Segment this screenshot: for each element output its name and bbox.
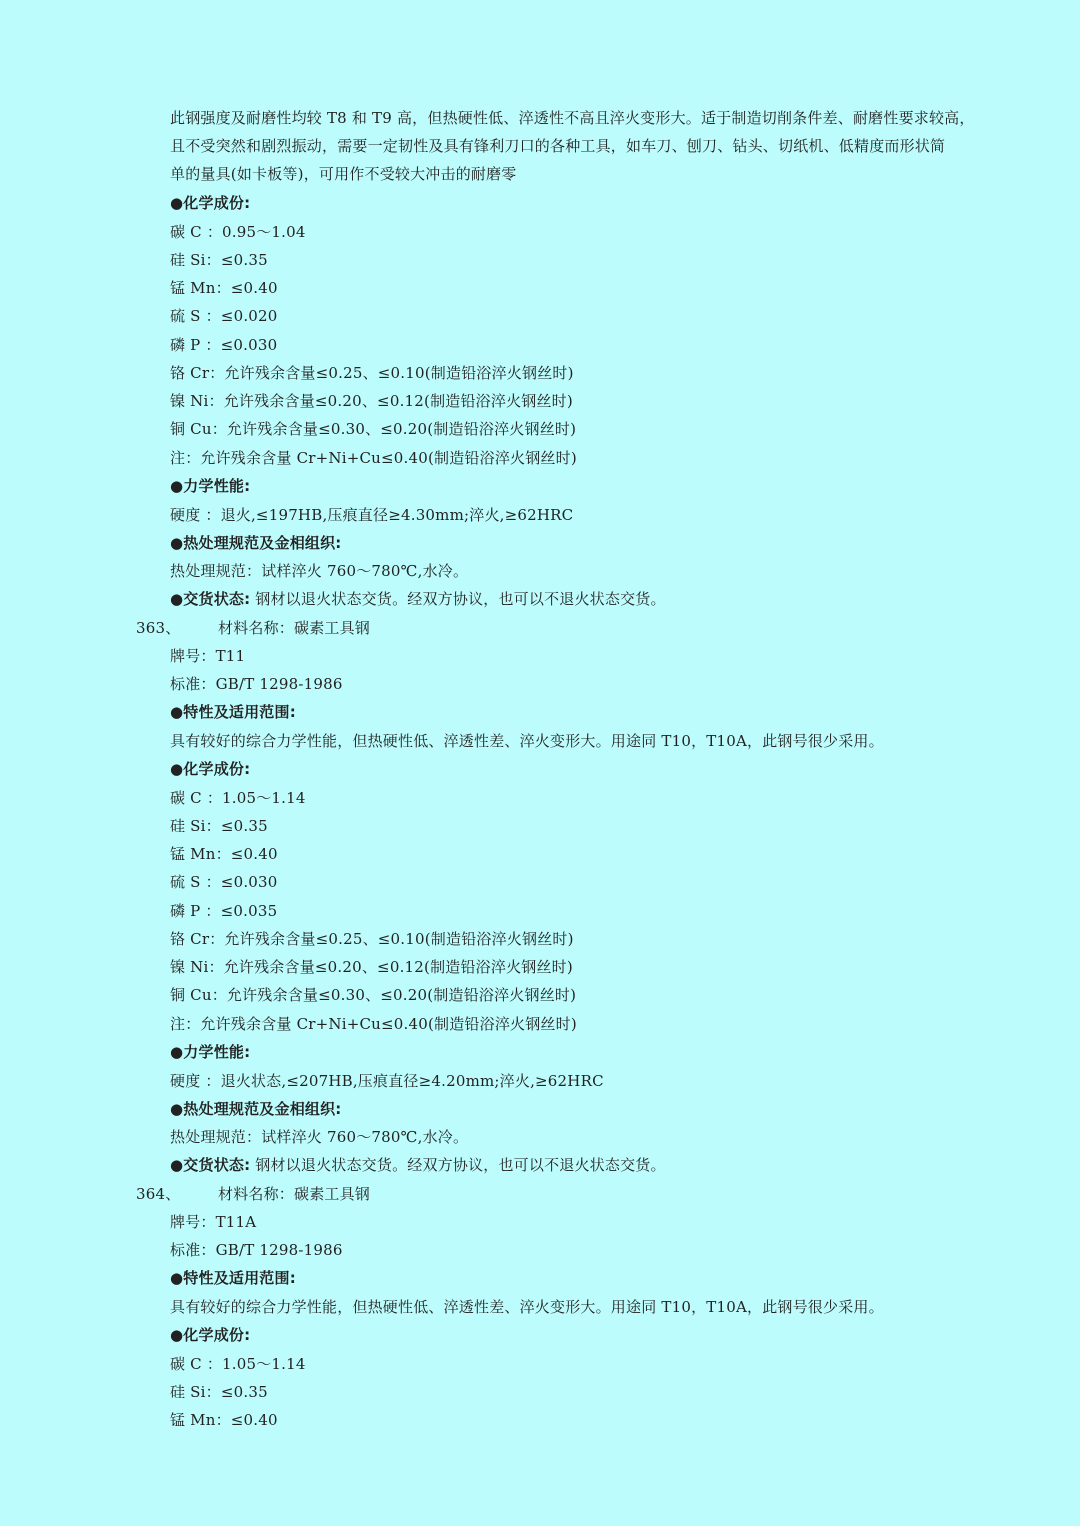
section-heading-delivery: ●交货状态: xyxy=(170,1156,251,1174)
section-heading-chemistry: ●化学成份: xyxy=(170,1326,251,1344)
scope-text: 具有较好的综合力学性能，但热硬性低、淬透性差、淬火变形大。用途同 T10，T10A，此钢号很少采用。 xyxy=(170,1298,884,1316)
chem-item: 硫 S ：≤0.020 xyxy=(170,307,278,325)
entry-number: 364、 xyxy=(136,1185,181,1203)
standard: 标准：GB/T 1298-1986 xyxy=(170,1241,343,1259)
section-heading-delivery: ●交货状态: xyxy=(170,590,251,608)
chem-item: 铬 Cr：允许残余含量≤0.25、≤0.10(制造铅浴淬火钢丝时) xyxy=(170,930,574,948)
intro-line: 此钢强度及耐磨性均较 T8 和 T9 高，但热硬性低、淬透性不高且淬火变形大。适于制造切削条件差、耐磨性要求较高， xyxy=(170,109,975,127)
chem-note: 注：允许残余含量 Cr+Ni+Cu≤0.40(制造铅浴淬火钢丝时) xyxy=(170,449,577,467)
heat-treatment-text: 热处理规范：试样淬火 760～780℃,水冷。 xyxy=(170,1128,469,1146)
chem-item: 锰 Mn：≤0.40 xyxy=(170,1411,278,1429)
chem-item: 硫 S ：≤0.030 xyxy=(170,873,278,891)
chem-item: 铬 Cr：允许残余含量≤0.25、≤0.10(制造铅浴淬火钢丝时) xyxy=(170,364,574,382)
chem-note: 注：允许残余含量 Cr+Ni+Cu≤0.40(制造铅浴淬火钢丝时) xyxy=(170,1015,577,1033)
intro-line: 单的量具(如卡板等)，可用作不受较大冲击的耐磨零 xyxy=(170,165,517,183)
delivery-text: 钢材以退火状态交货。经双方协议，也可以不退火状态交货。 xyxy=(255,590,666,608)
delivery-line xyxy=(170,589,666,609)
chem-item: 铜 Cu：允许残余含量≤0.30、≤0.20(制造铅浴淬火钢丝时) xyxy=(170,420,577,438)
material-name: 材料名称：碳素工具钢 xyxy=(218,619,371,637)
chem-item: 硅 Si：≤0.35 xyxy=(170,251,268,269)
chem-item: 镍 Ni：允许残余含量≤0.20、≤0.12(制造铅浴淬火钢丝时) xyxy=(170,392,573,410)
heat-treatment-text: 热处理规范：试样淬火 760～780℃,水冷。 xyxy=(170,562,469,580)
entry-header xyxy=(136,618,370,638)
entry-number: 363、 xyxy=(136,619,181,637)
section-heading-heat-treatment: ●热处理规范及金相组织: xyxy=(170,1100,342,1118)
chem-item: 硅 Si：≤0.35 xyxy=(170,1383,268,1401)
chem-item: 铜 Cu：允许残余含量≤0.30、≤0.20(制造铅浴淬火钢丝时) xyxy=(170,986,577,1004)
chem-item: 镍 Ni：允许残余含量≤0.20、≤0.12(制造铅浴淬火钢丝时) xyxy=(170,958,573,976)
chem-item: 磷 P ：≤0.035 xyxy=(170,902,278,920)
section-heading-scope: ●特性及适用范围: xyxy=(170,703,296,721)
chem-item: 硅 Si：≤0.35 xyxy=(170,817,268,835)
chem-item: 磷 P ：≤0.030 xyxy=(170,336,278,354)
section-heading-scope: ●特性及适用范围: xyxy=(170,1269,296,1287)
intro-line: 且不受突然和剧烈振动，需要一定韧性及具有锋利刀口的各种工具，如车刀、刨刀、钻头、切纸机、低精度而形状简 xyxy=(170,137,946,155)
section-heading-chemistry: ●化学成份: xyxy=(170,194,251,212)
entry-header xyxy=(136,1184,370,1204)
chem-item: 碳 C ：1.05～1.14 xyxy=(170,789,306,807)
standard: 标准：GB/T 1298-1986 xyxy=(170,675,343,693)
delivery-line xyxy=(170,1155,666,1175)
chem-item: 碳 C ：1.05～1.14 xyxy=(170,1355,306,1373)
scope-text: 具有较好的综合力学性能，但热硬性低、淬透性差、淬火变形大。用途同 T10，T10A，此钢号很少采用。 xyxy=(170,732,884,750)
grade: 牌号：T11A xyxy=(170,1213,257,1231)
section-heading-mechanical: ●力学性能: xyxy=(170,1043,251,1061)
section-heading-mechanical: ●力学性能: xyxy=(170,477,251,495)
mechanical-text: 硬度 ：退火,≤197HB,压痕直径≥4.30mm;淬火,≥62HRC xyxy=(170,506,574,524)
section-heading-heat-treatment: ●热处理规范及金相组织: xyxy=(170,534,342,552)
chem-item: 锰 Mn：≤0.40 xyxy=(170,845,278,863)
section-heading-chemistry: ●化学成份: xyxy=(170,760,251,778)
chem-item: 锰 Mn：≤0.40 xyxy=(170,279,278,297)
mechanical-text: 硬度 ：退火状态,≤207HB,压痕直径≥4.20mm;淬火,≥62HRC xyxy=(170,1072,604,1090)
grade: 牌号：T11 xyxy=(170,647,246,665)
material-name: 材料名称：碳素工具钢 xyxy=(218,1185,371,1203)
chem-item: 碳 C ：0.95～1.04 xyxy=(170,223,306,241)
delivery-text: 钢材以退火状态交货。经双方协议，也可以不退火状态交货。 xyxy=(255,1156,666,1174)
